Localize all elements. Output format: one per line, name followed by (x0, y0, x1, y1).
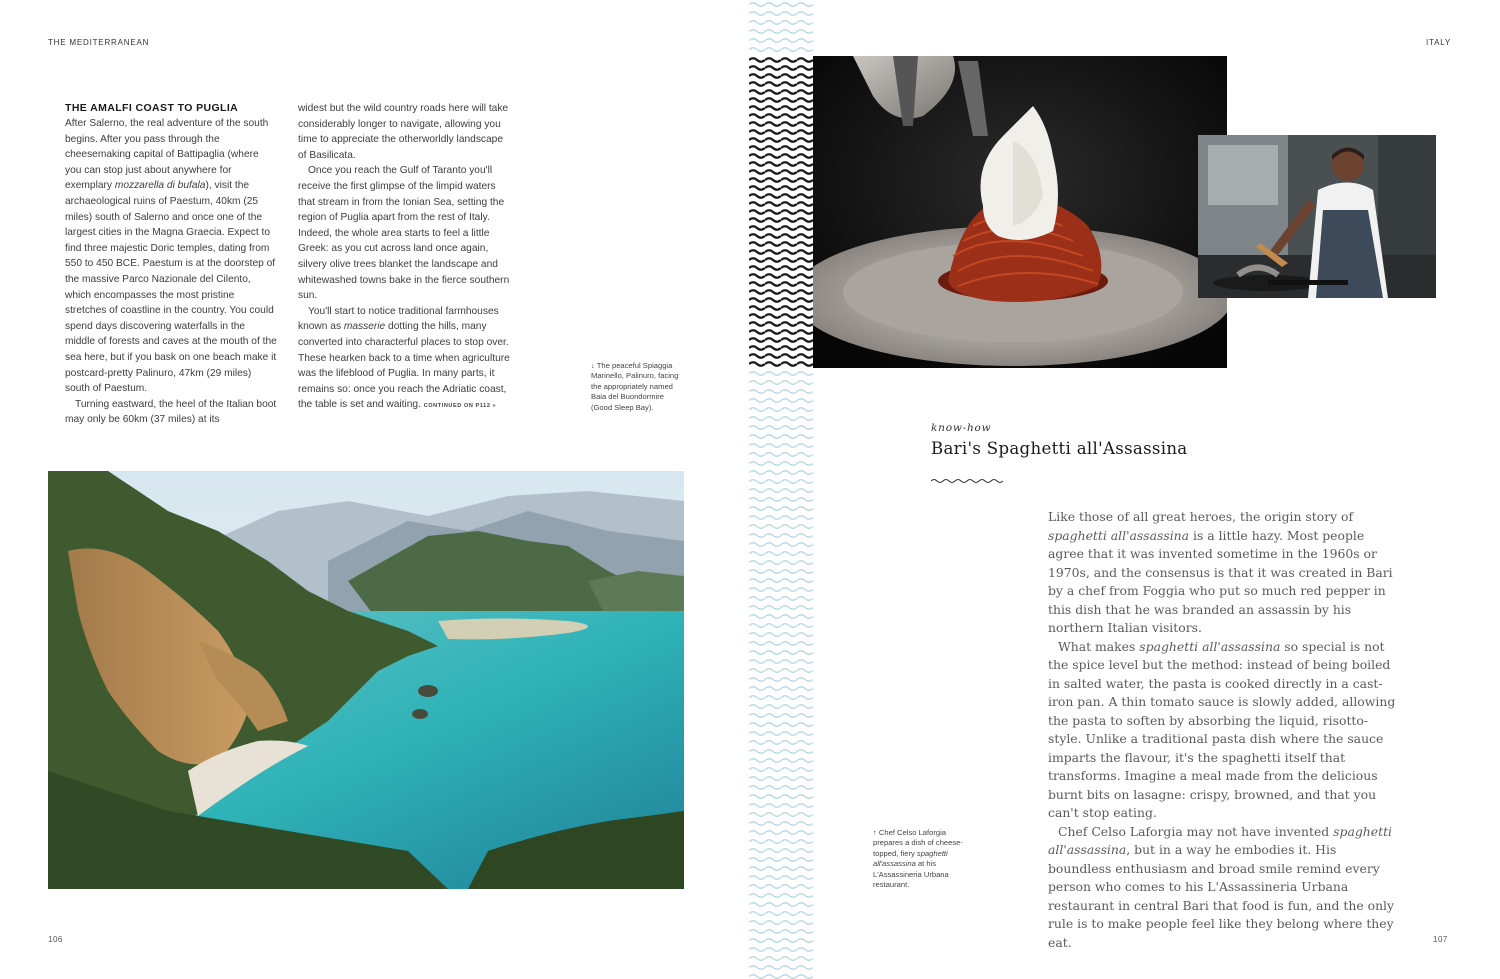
article-title: Bari's Spaghetti all'Assassina (931, 439, 1188, 458)
wave-divider (931, 472, 1005, 480)
article-body: Like those of all great heroes, the origin story of spaghetti all'assassina is a little hazy. Most people agree that it was invented sometime in the 1960s or 1970s, and the consensus is that it was created in Bari by a chef from Foggia who put so much red pepper in this dish that he was branded an assassin by his northern Italian visitors. What makes spaghetti all'assassina so special is not the spice level but the method: instead of being boiled in salted water, the pasta is cooked directly in a cast-iron pan. A thin tomato sauce is slowly added, allowing the pasta to soften by absorbing the liquid, risotto-style. Unlike a traditional pasta dish where the sauce imparts the flavour, it's the spaghetti itself that transforms. Imagine a meal made from the delicious burnt bits on lasagne: crispy, browned, and that you can't stop eating. Chef Celso Laforgia may not have invented spaghetti all'assassina, but in a way he embodies it. His boundless enthusiasm and broad smile remind every person who comes to his L'Assassineria Urbana restaurant in central Bari that food is fun, and the only rule is to make people feel like they belong where they eat. (1048, 509, 1396, 950)
photo-caption-chef: ↑ Chef Celso Laforgia prepares a dish of cheese-topped, fiery spaghetti all'assassina at his L'Assassineria Urbana restaurant. (873, 828, 963, 890)
coastline-photo (48, 471, 684, 889)
page-number-right: 107 (1433, 935, 1448, 944)
photo-caption-coast: ↓ The peaceful Spiaggia Marinello, Palinuro, facing the appropriately named Baia del Buondormire (Good Sleep Bay). (591, 361, 679, 412)
wave-pattern-strip (749, 0, 813, 979)
pasta-dish-photo (813, 56, 1227, 368)
continued-marker: CONTINUED ON P112 » (423, 403, 497, 410)
section-heading: THE AMALFI COAST TO PUGLIA (65, 102, 239, 114)
text-column-1: THE AMALFI COAST TO PUGLIA After Salerno, the real adventure of the south begins. After you pass through the cheesemaking capital of Battipaglia (where you can stop just about anywhere for exemplary mozzarella di bufala), visit the archaeological ruins of Paestum, 40km (25 miles) south of Salerno and once one of the largest cities in the Magna Graecia. Expect to find three majestic Doric temples, dating from 550 to 450 BCE. Paestum is at the doorstep of the massive Parco Nazionale del Cilento, which encompasses the most pristine stretches of coastline in the country. You could spend days discovering waterfalls in the middle of forests and caves at the mouth of the sea here, but if you bask on one beach make it postcard-pretty Palinuro, 47km (29 miles) south of Paestum. Turning eastward, the heel of the Italian boot may only be 60km (37 miles) at its (65, 102, 277, 426)
section-kicker: know-how (931, 422, 992, 434)
running-head-right: ITALY (1426, 38, 1452, 47)
text-column-2: widest but the wild country roads here will take considerably longer to navigate, allowing you time to appreciate the otherworldly landscape of Basilicata. Once you reach the Gulf of Taranto you'll receive the first glimpse of the limpid waters that stream in from the Ionian Sea, setting the region of Puglia apart from the rest of Italy. Indeed, the whole area starts to feel a little Greek: as you cut across land once again, silvery olive trees blanket the landscape and whitewashed towns bake in the fierce southern sun. You'll start to notice traditional farmhouses known as masserie dotting the hills, many converted into characterful places to stop over. These hearken back to a time when agriculture was the lifeblood of Puglia. In many parts, it remains so: once you reach the Adriatic coast, the table is set and waiting. CONTINUED ON P112 » (298, 103, 510, 411)
page-number-left: 106 (48, 935, 63, 944)
running-head-left: THE MEDITERRANEAN (48, 38, 150, 47)
chef-photo (1198, 135, 1436, 298)
